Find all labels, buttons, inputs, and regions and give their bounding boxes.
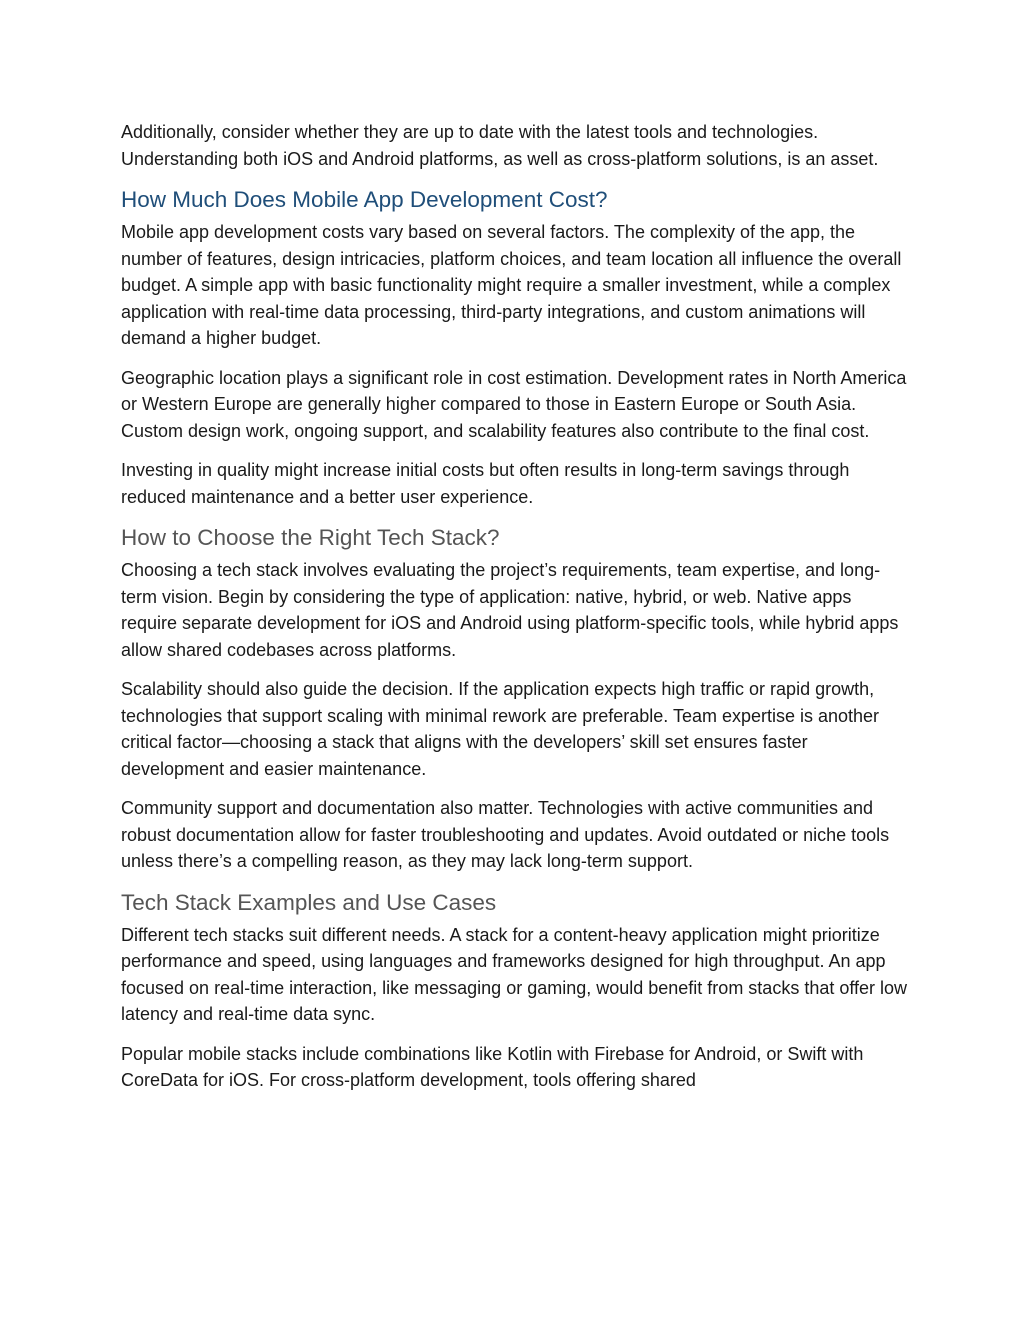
paragraph: Mobile app development costs vary based on several factors. The complexity of the app, the number of features, design intricacies, platform choices, and team location all influence the overall budget. A simple app with basic functionality might require a smaller investment, while a complex application with real-time data processing, third-party integrations, and custom animations will demand a higher budget. <box>121 222 902 348</box>
paragraph: Choosing a tech stack involves evaluating the project’s requirements, team expertise, and long-term vision. Begin by considering the type of application: native, hybrid, or web. Native apps require separate development for iOS and Android using platform-specific tools, while hybrid apps allow shared codebases across platforms. <box>121 560 899 660</box>
paragraph: Community support and documentation also matter. Technologies with active communities and robust documentation allow for faster troubleshooting and updates. Avoid outdated or niche tools unless there’s a compelling reason, as they may lack long-term support. <box>121 798 890 871</box>
paragraph: Investing in quality might increase initial costs but often results in long-term savings through reduced maintenance and a better user experience. <box>121 460 850 507</box>
section-heading-examples: Tech Stack Examples and Use Cases <box>121 889 497 915</box>
paragraph: Geographic location plays a significant role in cost estimation. Development rates in North America or Western Europe are generally higher compared to those in Eastern Europe or South Asia. Custom design work, ongoing support, and scalability features also contribute to the final cost. <box>121 367 907 441</box>
section-tech-stack <box>121 523 911 875</box>
intro-paragraph: Additionally, consider whether they are up to date with the latest tools and technologies. Understanding both iOS and Android platforms, as well as cross-platform solutions, is an asset. <box>121 122 879 169</box>
section-examples <box>121 888 911 1094</box>
section-heading-cost: How Much Does Mobile App Development Cost? <box>121 187 608 212</box>
section-cost <box>121 185 911 510</box>
section-heading-tech-stack: How to Choose the Right Tech Stack? <box>121 525 500 550</box>
paragraph: Popular mobile stacks include combinations like Kotlin with Firebase for Android, or Swift with CoreData for iOS. For cross-platform development, tools offering shared <box>121 1043 864 1090</box>
document-page <box>121 119 911 1107</box>
paragraph: Different tech stacks suit different needs. A stack for a content-heavy application might prioritize performance and speed, using languages and frameworks designed for high throughput. An app focused on real-time interaction, like messaging or gaming, would benefit from stacks that offer low latency and real-time data sync. <box>121 924 908 1024</box>
paragraph: Scalability should also guide the decision. If the application expects high traffic or rapid growth, technologies that support scaling with minimal rework are preferable. Team expertise is another critical factor—choosing a stack that aligns with the developers’ skill set ensures faster development and easier maintenance. <box>121 679 880 779</box>
